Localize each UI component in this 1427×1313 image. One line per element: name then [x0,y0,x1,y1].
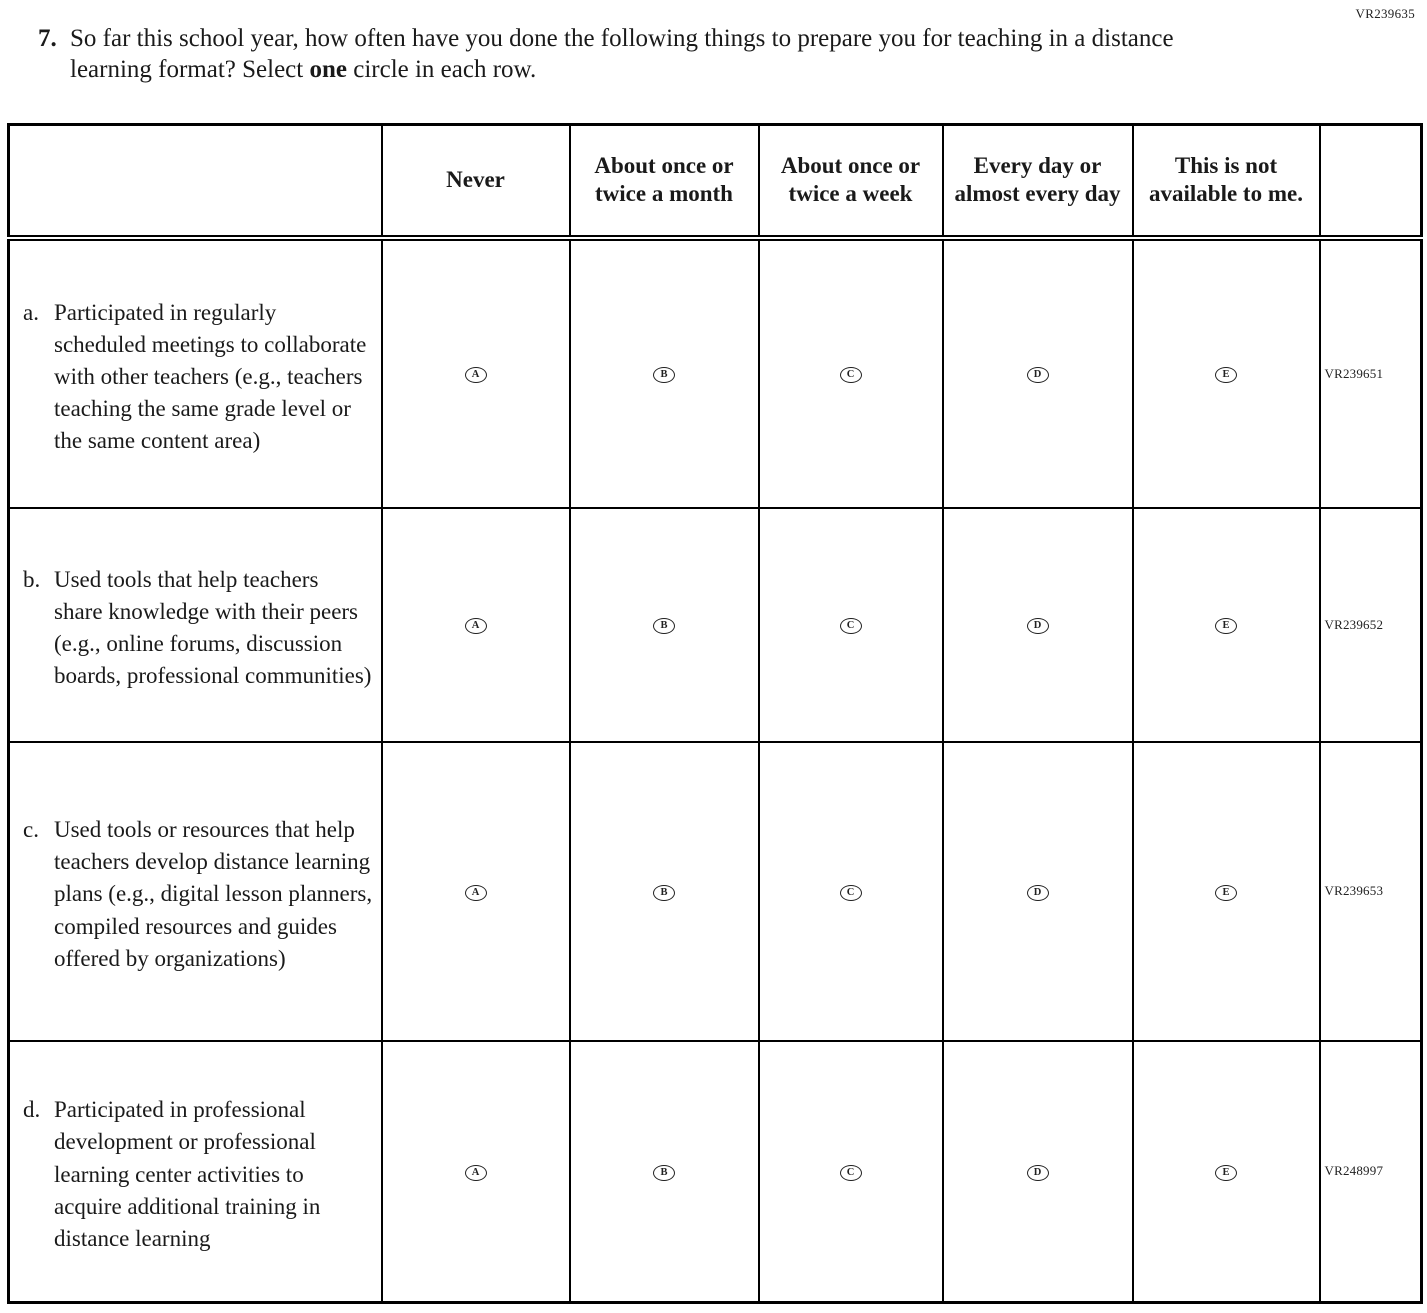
row-a-letter: a. [23,299,39,325]
answer-bubble-c[interactable]: C [840,618,862,634]
table-row-d [9,1041,1422,1303]
answer-bubble-b[interactable]: B [653,367,675,383]
row-d-cell-everyday [943,1041,1133,1303]
question-block [38,24,1278,85]
row-b-cell-everyday [943,508,1133,742]
answer-bubble-a[interactable]: A [465,1165,487,1181]
response-grid [7,123,1423,1304]
row-c-label-cell [9,742,382,1041]
row-a-cell-week [759,238,943,508]
row-b-cell-month [570,508,759,742]
question-text-part1: So far this school year, how often have you done the following things to prepare you for teaching in a distance learning format? Select [70,25,1174,83]
answer-bubble-e[interactable]: E [1215,885,1237,901]
answer-bubble-a[interactable]: A [465,618,487,634]
answer-bubble-a[interactable]: A [465,367,487,383]
row-b-cell-never [382,508,570,742]
answer-bubble-e[interactable]: E [1215,367,1237,383]
header-not-available: This is not available to me. [1133,125,1320,238]
table-row-a [9,238,1422,508]
answer-bubble-c[interactable]: C [840,885,862,901]
header-code-column [1320,125,1422,238]
row-d-cell-notavailable [1133,1041,1320,1303]
header-once-twice-week: About once or twice a week [759,125,943,238]
answer-bubble-d[interactable]: D [1027,1165,1049,1181]
row-c-cell-notavailable [1133,742,1320,1041]
answer-bubble-b[interactable]: B [653,1165,675,1181]
answer-bubble-b[interactable]: B [653,885,675,901]
answer-bubble-b[interactable]: B [653,618,675,634]
row-d-cell-month [570,1041,759,1303]
row-a-variable-code: VR239651 [1320,238,1422,508]
row-d-letter: d. [23,1097,41,1123]
table-row-b [9,508,1422,742]
row-a-cell-notavailable [1133,238,1320,508]
row-a-cell-month [570,238,759,508]
row-a-text: Participated in regularly scheduled meetings to collaborate with other teachers (e.g., teachers teaching the same grade level or the same content area) [54,299,367,454]
row-c-text: Used tools or resources that help teachers develop distance learning plans (e.g., digital lesson planners, compiled resources and guides offered by organizations) [54,817,373,971]
row-a-label-cell [9,238,382,508]
row-d-variable-code: VR248997 [1320,1041,1422,1303]
header-every-day: Every day or almost every day [943,125,1133,238]
answer-bubble-d[interactable]: D [1027,885,1049,901]
question-text [70,24,1230,85]
row-b-letter: b. [23,566,41,592]
question-text-part2: circle in each row. [346,55,537,83]
answer-bubble-a[interactable]: A [465,885,487,901]
corner-cell [9,125,382,238]
row-c-letter: c. [23,817,39,843]
question-bold-word: one [309,55,347,83]
row-b-variable-code: VR239652 [1320,508,1422,742]
row-c-cell-week [759,742,943,1041]
table-row-c [9,742,1422,1041]
question-number: 7. [38,25,57,52]
row-d-text: Participated in professional development or professional learning center activities to acquire additional training in distance learning [54,1097,321,1252]
row-d-cell-never [382,1041,570,1303]
row-b-cell-week [759,508,943,742]
row-a-cell-never [382,238,570,508]
answer-bubble-e[interactable]: E [1215,618,1237,634]
row-b-cell-notavailable [1133,508,1320,742]
row-c-cell-never [382,742,570,1041]
answer-bubble-c[interactable]: C [840,1165,862,1181]
answer-bubble-e[interactable]: E [1215,1165,1237,1181]
row-d-label-cell [9,1041,382,1303]
row-d-cell-week [759,1041,943,1303]
row-c-cell-month [570,742,759,1041]
page-variable-code: VR239635 [1355,6,1415,21]
answer-bubble-c[interactable]: C [840,367,862,383]
row-c-cell-everyday [943,742,1133,1041]
header-never: Never [382,125,570,238]
row-c-variable-code: VR239653 [1320,742,1422,1041]
header-once-twice-month: About once or twice a month [570,125,759,238]
row-a-cell-everyday [943,238,1133,508]
header-row [9,125,1422,238]
answer-bubble-d[interactable]: D [1027,367,1049,383]
row-b-label-cell [9,508,382,742]
row-b-text: Used tools that help teachers share knowledge with their peers (e.g., online forums, discussion boards, professional communities) [54,566,372,689]
answer-bubble-d[interactable]: D [1027,618,1049,634]
